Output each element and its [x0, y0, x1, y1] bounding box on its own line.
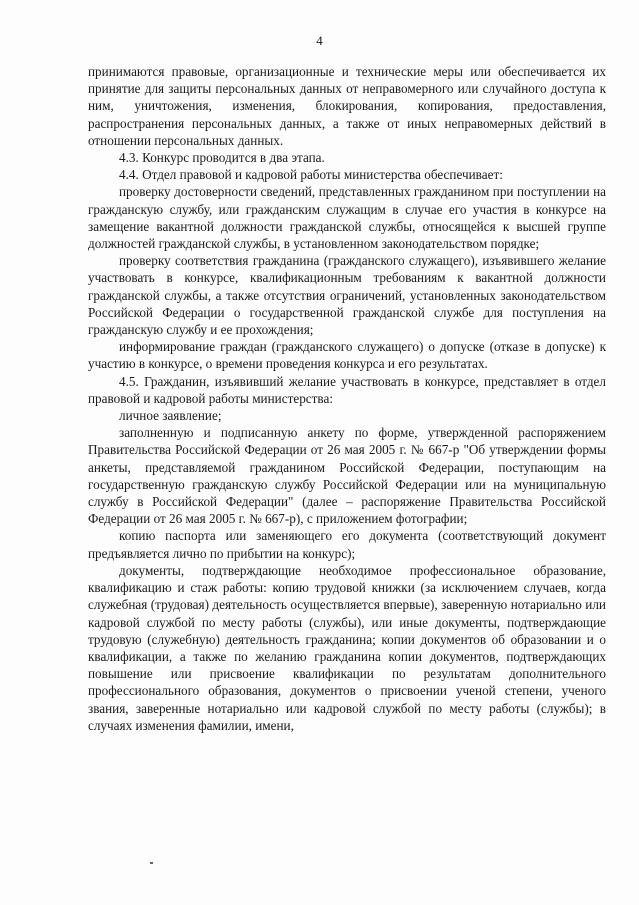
paragraph-4-3: 4.3. Конкурс проводится в два этапа. [119, 150, 325, 166]
document-body [88, 63, 606, 734]
paragraph-informing: информирование граждан (гражданского служащего) о допуске (отказе в допуске) к участию в конкурсе, о времени проведения конкурса и его результатах. [88, 339, 606, 372]
paragraph-documents: документы, подтверждающие необходимое профессиональное образование, квалификацию и стаж работы: копию трудовой книжки (за исключением случаев, когда служебная (трудовая) деятельность осуществляется впервые), заверенную нотариально или кадровой службой по месту работы (службы), или иные документы, подтверждающие трудовую (служебную) деятельность гражданина; копии документов об образовании и о квалификации, а также по желанию гражданина копии документов, подтверждающих повышение или присвоение квалификации по результатам дополнительного профессионального образования, документов о присвоении ученой степени, ученого звания, заверенные нотариально или кадровой службой по месту работы (службы); в случаях изменения фамилии, имени, [88, 562, 606, 733]
paragraph-passport-copy: копию паспорта или заменяющего его документа (соответствующий документ предъявляется лично по прибытии на конкурс); [88, 528, 606, 561]
paragraph-questionnaire: заполненную и подписанную анкету по форме, утвержденной распоряжением Правительства Российской Федерации от 26 мая 2005 г. № 667-р "Об утверждении формы анкеты, представляемой гражданином Российской Федерации, поступающим на государственную гражданскую службу Российской Федерации или на муниципальную службу в Российской Федерации" (далее – распоряжение Правительства Российской Федерации от 26 мая 2005 г. № 667-р), с приложением фотографии; [88, 425, 606, 527]
paragraph-compliance-check: проверку соответствия гражданина (гражданского служащего), изъявившего желание участвовать в конкурсе, квалификационным требованиям к вакантной должности гражданской службы, а также отсутствия ограничений, установленных законодательством Российской Федерации о государственной гражданской службе для поступления на гражданскую службу и ее прохождения; [88, 253, 606, 338]
paragraph-verification: проверку достоверности сведений, представленных гражданином при поступлении на гражданскую службу, или гражданским служащим в случае его участия в конкурсе на замещение вакантной должности гражданской службы, относящейся к высшей группе должностей гражданской службы, в установленном законодательством порядке; [88, 184, 606, 252]
paragraph-4-5: 4.5. Гражданин, изъявивший желание участвовать в конкурсе, представляет в отдел правовой и кадровой работы министерства: [88, 373, 606, 406]
scan-speck [150, 862, 153, 864]
paragraph-application: личное заявление; [119, 408, 222, 424]
paragraph-4-4: 4.4. Отдел правовой и кадровой работы министерства обеспечивает: [119, 167, 503, 183]
paragraph-personal-data-measures: принимаются правовые, организационные и технические меры или обеспечивается их принятие для защиты персональных данных от неправомерного или случайного доступа к ним, уничтожения, изменения, блокирования, копирования, предоставления, распространения персональных данных, а также от иных неправомерных действий в отношении персональных данных. [88, 64, 606, 148]
page-number: 4 [316, 33, 323, 48]
